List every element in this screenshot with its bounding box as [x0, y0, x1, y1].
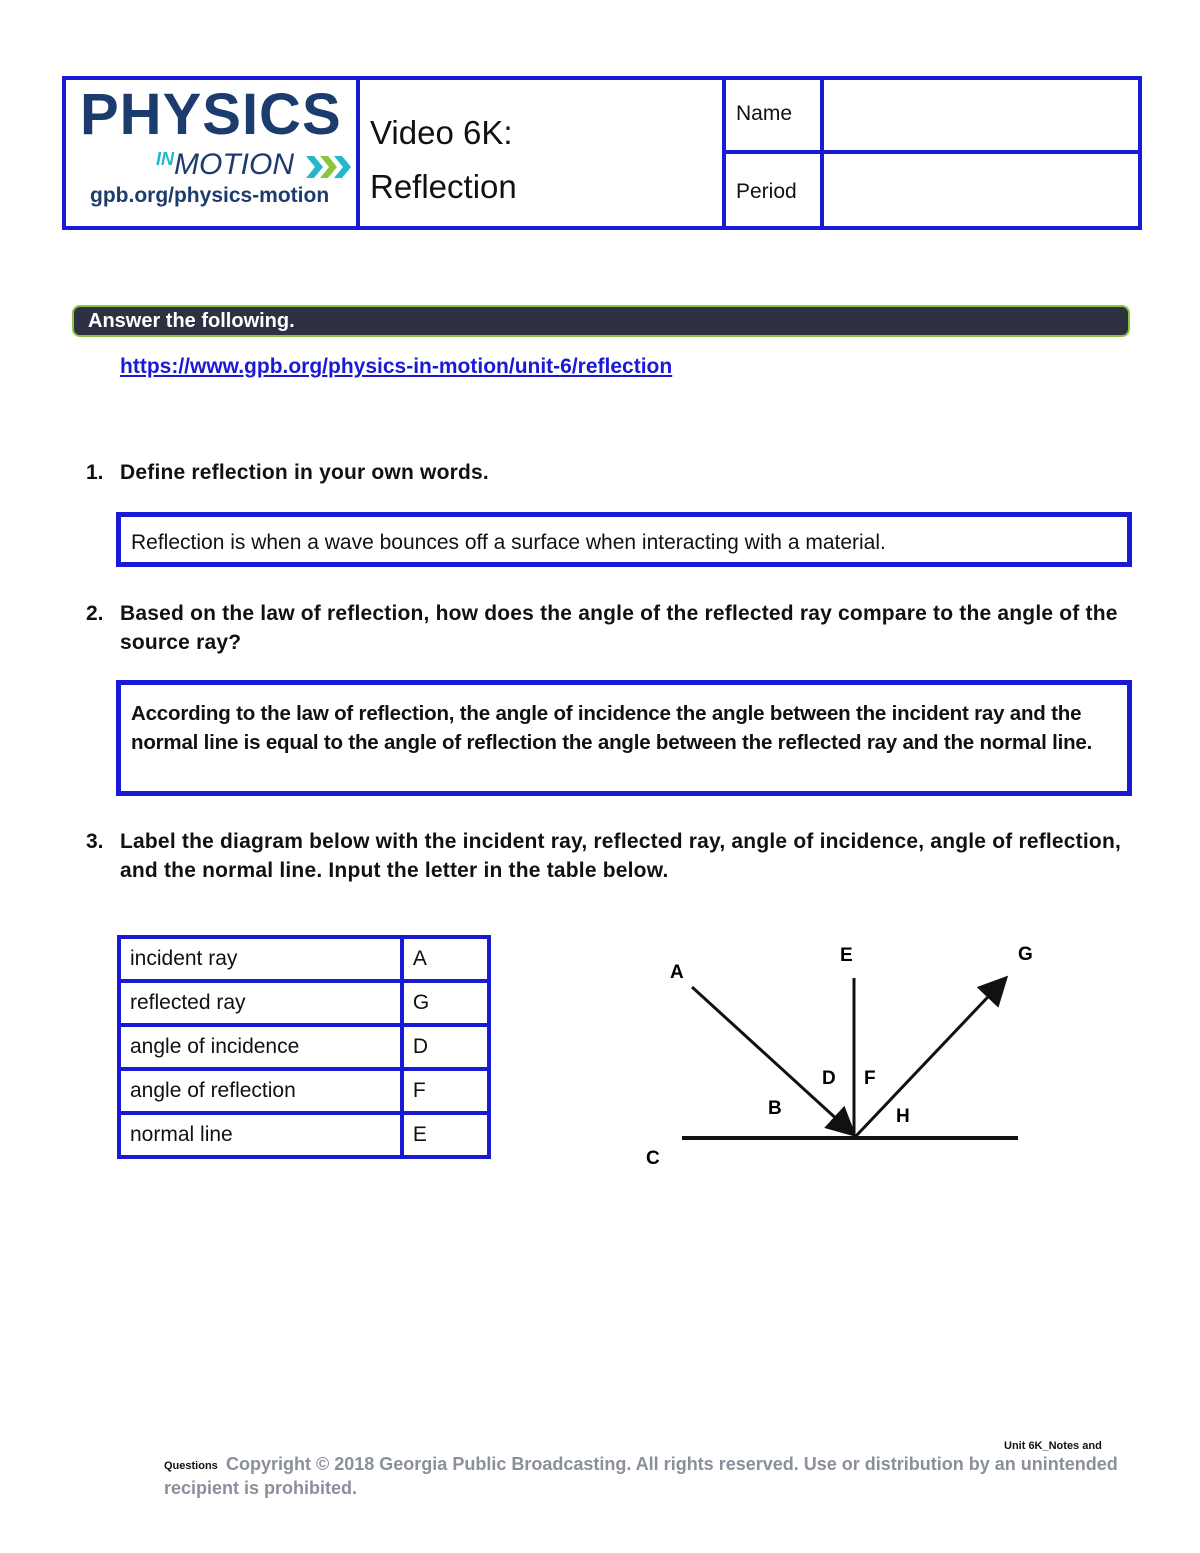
table-row	[119, 937, 489, 981]
reference-link[interactable]: https://www.gpb.org/physics-in-motion/unit-6/reflection	[120, 355, 673, 378]
period-label: Period	[726, 154, 824, 226]
logo-motion-word: MOTION	[174, 148, 294, 181]
letter-cell[interactable]: G	[402, 981, 489, 1025]
instructions-banner: Answer the following.	[72, 305, 1130, 337]
question-1	[86, 458, 1126, 487]
video-title: Video 6K:	[370, 114, 513, 151]
logo-cell	[66, 80, 360, 226]
diagram-label-e: E	[840, 945, 853, 966]
diagram-label-h: H	[896, 1106, 910, 1127]
question-text: Based on the law of reflection, how does the angle of the reflected ray compare to the angle of the source ray?	[120, 602, 1118, 654]
video-subtitle: Reflection	[370, 168, 517, 205]
answer-2-box[interactable]: According to the law of reflection, the angle of incidence the angle between the incident ray and the normal line is equal to the angle of reflection the angle between the reflected ray and the normal line.	[116, 680, 1132, 796]
table-row	[119, 1025, 489, 1069]
period-field[interactable]	[824, 154, 1138, 226]
question-text: Define reflection in your own words.	[120, 461, 489, 484]
diagram-label-d: D	[822, 1068, 836, 1089]
letter-cell[interactable]: A	[402, 937, 489, 981]
letter-cell[interactable]: D	[402, 1025, 489, 1069]
answer-1-box[interactable]: Reflection is when a wave bounces off a surface when interacting with a material.	[116, 512, 1132, 567]
question-number: 1.	[86, 461, 104, 484]
question-3	[86, 827, 1126, 885]
diagram-label-c: C	[646, 1148, 660, 1169]
logo-motion-text	[156, 150, 294, 180]
question-number: 2.	[86, 602, 104, 625]
label-table	[117, 935, 491, 1159]
footer-questions-text: Questions	[164, 1460, 218, 1472]
logo-in-text: IN	[156, 149, 174, 169]
diagram-label-a: A	[670, 962, 684, 983]
name-label: Name	[726, 80, 824, 154]
diagram-label-g: G	[1018, 944, 1033, 965]
question-number: 3.	[86, 830, 104, 853]
table-row	[119, 981, 489, 1025]
name-field[interactable]	[824, 80, 1138, 154]
chevrons-icon	[306, 156, 356, 178]
title-cell	[360, 80, 726, 226]
term-cell: angle of incidence	[119, 1025, 402, 1069]
term-cell: reflected ray	[119, 981, 402, 1025]
reflected-ray	[856, 980, 1004, 1136]
table-row	[119, 1113, 489, 1157]
logo-physics-text: PHYSICS	[80, 82, 342, 147]
diagram-label-b: B	[768, 1098, 782, 1119]
letter-cell[interactable]: E	[402, 1113, 489, 1157]
copyright-text: Copyright © 2018 Georgia Public Broadcasting. All rights reserved. Use or distribution by an unintended recipient is prohibited.	[164, 1454, 1118, 1498]
letter-cell[interactable]: F	[402, 1069, 489, 1113]
term-cell: angle of reflection	[119, 1069, 402, 1113]
term-cell: incident ray	[119, 937, 402, 981]
question-text: Label the diagram below with the incident ray, reflected ray, angle of incidence, angle of reflection, and the normal line. Input the letter in the table below.	[120, 830, 1122, 882]
diagram-label-f: F	[864, 1068, 876, 1089]
question-2	[86, 599, 1126, 657]
logo-url: gpb.org/physics-motion	[90, 184, 330, 207]
reflection-diagram	[630, 930, 1050, 1180]
footer-unit-text: Unit 6K_Notes and	[1004, 1440, 1102, 1452]
table-row	[119, 1069, 489, 1113]
worksheet-header	[62, 76, 1142, 230]
term-cell: normal line	[119, 1113, 402, 1157]
footer-copyright	[164, 1452, 1132, 1500]
